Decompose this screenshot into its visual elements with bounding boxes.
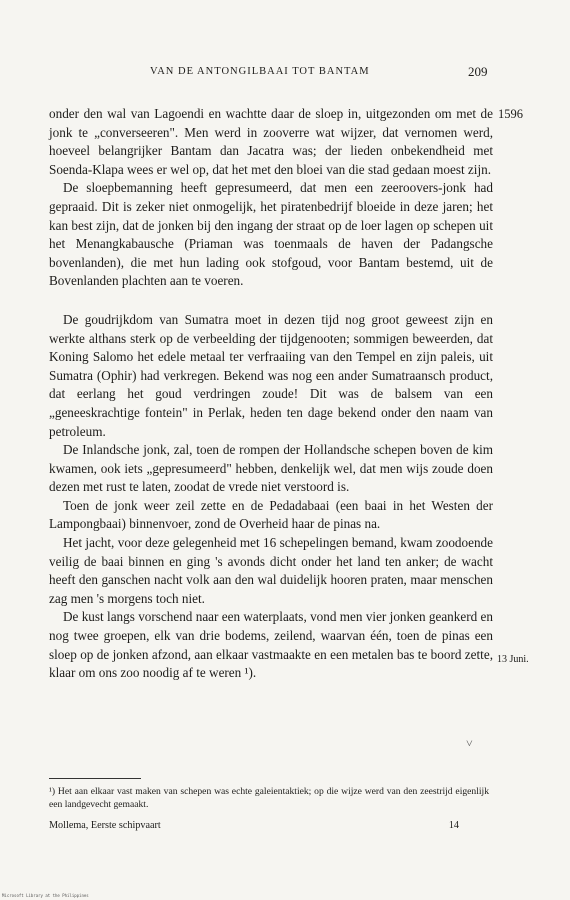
margin-note-year: 1596: [498, 107, 523, 121]
paragraph-7: De kust langs vorschend naar een waterplaats, vond men vier jonken geankerd en nog twee groepen, elk van drie bodems, zeilend, waarvan één, toen de pinas een sloep op de jonken afzond, aan elkaar vastmaakte en een metalen bas te boord zette, klaar om ons zoo noodig af te weren ¹).: [49, 609, 493, 681]
footnote-divider: [49, 778, 141, 779]
paragraph-5: Toen de jonk weer zeil zette en de Pedadabaai (een baai in het Westen der Lampongbaai) binnenvoer, zond de Overheid haar de pinas na.: [49, 497, 493, 532]
page-number: 209: [468, 64, 488, 79]
paragraph-3: De goudrijkdom van Sumatra moet in dezen tijd nog groot geweest zijn en werkte althans sterk op de verbeelding der tijdgenooten; sommigen beweerden, dat Koning Salomo het edele metaal ter verfraaiing van den Tempel en zijn paleis, uit Sumatra (Ophir) had verkregen. Bekend was nog een ander Sumatraansch product, dat eerlang het goud verdringen zoude! Dit was de balsem van een „geneeskrachtige fontein" in Perlak, heden ten dage bekend onder den naam van petroleum.: [49, 311, 493, 439]
body-text: [49, 105, 493, 683]
paragraph-2: De sloepbemanning heeft gepresumeerd, dat men een zeeroovers-jonk had gepraaid. Dit is zeker niet onmogelijk, het piratenbedrijf bloeide in deze jaren; het kan best zijn, dat de jonken bij den ingang der straat op de loer lagen op schepen uit het Menangkabausche (Priaman was toenmaals de haven der Padangsche bovenlanden), die met hun lading ook stofgoud, voor Bantam bestemd, uit de Bovenlanden plachten aan te voeren.: [49, 180, 493, 289]
footer-book-title: Mollema, Eerste schipvaart: [49, 820, 161, 831]
paragraph-1: onder den wal van Lagoendi en wachtte daar de sloep in, uitgezonden om met de jonk te „converseeren". Men werd in zooverre wat wijzer, dat vernomen werd, hoeveel belangrijker Bantam dan Jacatra was; der lieden onbekendheid met Soenda-Klapa wees er wel op, dat het met den bloei van die stad gedaan moest zijn.: [49, 106, 493, 177]
paragraph-4: De Inlandsche jonk, zal, toen de rompen der Hollandsche schepen boven de kim kwamen, ook iets „gepresumeerd" hebben, denkelijk wel, dat men wijs zoude doen dezen met rust te laten, zoodat de vrede niet verstoord is.: [49, 442, 493, 495]
margin-note-date: 13 Juni.: [497, 654, 529, 665]
paragraph-6: Het jacht, voor deze gelegenheid met 16 schepelingen bemand, kwam zoodoende veilig de baai binnen en ging 's avonds dicht onder het land ten anker; de wacht heeft den ganschen nacht volk aan den wal duidelijk hooren praten, maar menschen zag men 's morgens toch niet.: [49, 535, 493, 606]
sheet-signature: 14: [448, 820, 459, 831]
footer-line: [49, 820, 489, 831]
running-title: VAN DE ANTONGILBAAI TOT BANTAM: [150, 66, 370, 77]
scan-strip: Microsoft Library at the Philippines: [2, 893, 89, 898]
scan-mark: ˅: [466, 736, 473, 750]
footnote: ¹) Het aan elkaar vast maken van schepen was echte galeientaktiek; op die wijze werd van den zeestrijd eigenlijk een landgevecht gemaakt.: [49, 786, 489, 810]
